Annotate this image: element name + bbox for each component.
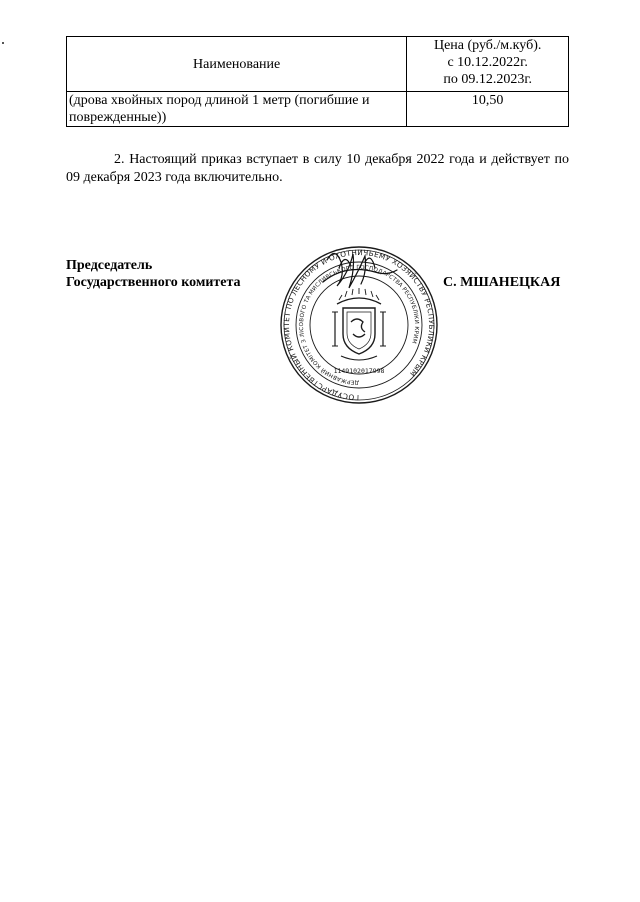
- signer-title: [66, 257, 241, 291]
- header-price-cell: [407, 37, 569, 92]
- table-header-row: [67, 37, 569, 92]
- header-name-label: Наименование: [193, 56, 281, 72]
- price-table: [66, 36, 569, 127]
- row-name-line: поврежденные)): [69, 110, 167, 125]
- effective-date-paragraph: 2. Настоящий приказ вступает в силу 10 декабря 2022 года и действует по 09 декабря 2023 года включительно.: [66, 152, 569, 185]
- row-name-cell: [67, 92, 407, 127]
- page-edge-mark: [2, 42, 4, 44]
- stamp-code-text: 1149102017998: [333, 367, 385, 375]
- header-price-line: Цена (руб./м.куб).: [433, 38, 542, 53]
- row-name-line: (дрова хвойных пород длиной 1 метр (погибшие и: [69, 93, 370, 108]
- header-price-line: по 09.12.2023г.: [443, 72, 532, 87]
- official-stamp: [279, 242, 439, 407]
- stamp-outer-text: ГОСУДАРСТВЕННЫЙ КОМИТЕТ ПО ЛЕСНОМУ И ОХОТНИЧЬЕМУ ХОЗЯЙСТВУ РЕСПУБЛИКИ КРЫМ: [282, 247, 437, 403]
- signer-title-line: Государственного комитета: [66, 275, 241, 290]
- header-price-line: с 10.12.2022г.: [447, 55, 528, 70]
- signer-title-line: Председатель: [66, 258, 153, 273]
- table-row: [67, 92, 569, 127]
- signer-name: С. МШАНЕЦКАЯ: [443, 275, 561, 290]
- stamp-inner-text: ДЕРЖАВНИЙ КОМІТЕТ З ЛІСОВОГО ТА МИСЛИВСЬКОГО ГОСПОДАРСТВА РЕСПУБЛІКИ КРИМ: [299, 264, 420, 386]
- row-price-value: 10,50: [471, 93, 504, 108]
- row-price-cell: [407, 92, 569, 127]
- header-name-cell: [67, 37, 407, 92]
- coat-of-arms-icon: [332, 288, 386, 360]
